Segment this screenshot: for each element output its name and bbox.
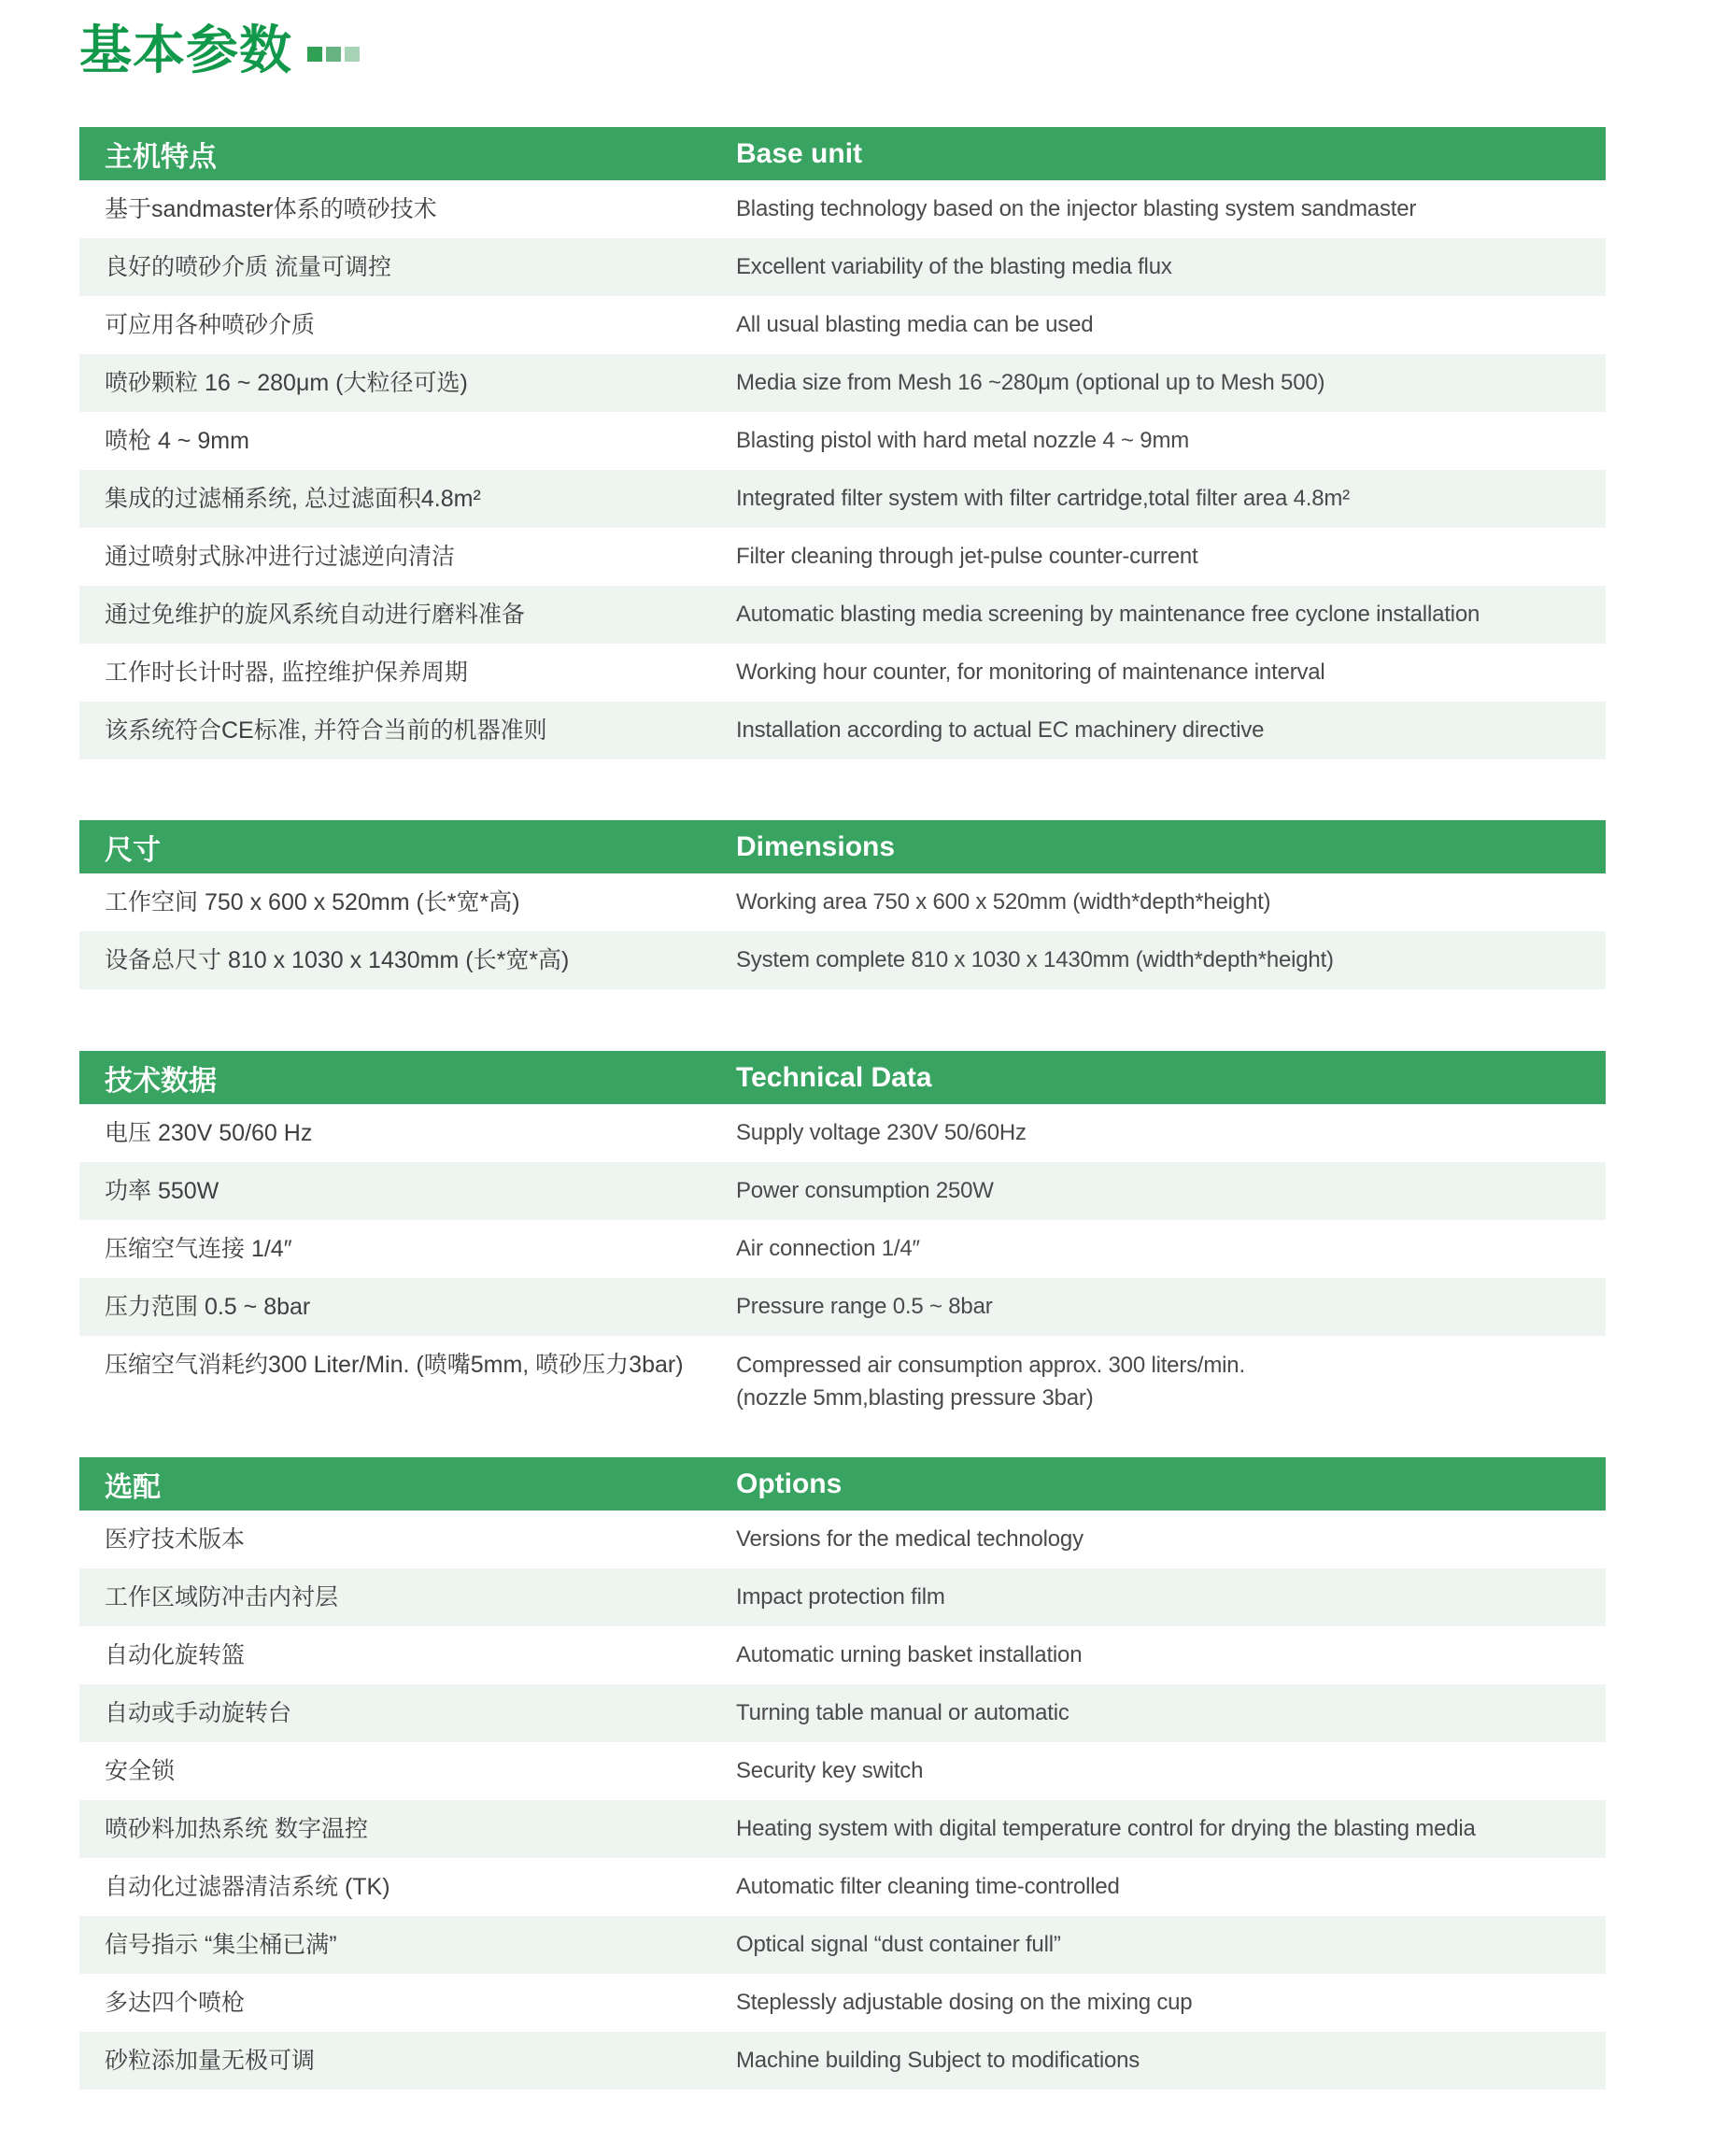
row-text-en: [736, 600, 1606, 630]
row-text-en: [736, 1930, 1606, 1960]
row-text-en-line1: Media size from Mesh 16 ~280μm (optional up to Mesh 500): [736, 370, 1325, 395]
row-text-zh: 喷砂料加热系统 数字温控: [105, 1816, 368, 1842]
row-text-zh: 砂粒添加量无极可调: [105, 2048, 316, 2074]
section-header-en: Base unit: [736, 137, 863, 169]
row-text-en: [736, 1582, 1606, 1612]
row-text-zh: 良好的喷砂介质 流量可调控: [105, 254, 391, 280]
row-text-en: [736, 1525, 1606, 1554]
sections-container: [79, 127, 1606, 2090]
table-row: [79, 354, 1606, 412]
row-text-en: [736, 1698, 1606, 1728]
row-text-en-line1: Blasting technology based on the injector blasting system sandmaster: [736, 196, 1417, 221]
table-row: [79, 1800, 1606, 1858]
row-text-zh: 压力范围 0.5 ~ 8bar: [105, 1294, 311, 1320]
row-text-en: [736, 887, 1606, 917]
table-row: [79, 873, 1606, 931]
row-text-en-line1: Installation according to actual EC machinery directive: [736, 717, 1265, 743]
row-text-en: [736, 252, 1606, 282]
row-text-zh: 多达四个喷枪: [105, 1990, 246, 2016]
row-text-zh: 基于sandmaster体系的喷砂技术: [105, 196, 437, 222]
title-dot-1: [307, 47, 322, 62]
spec-sheet-page: [79, 0, 1606, 2090]
row-text-zh: 通过免维护的旋风系统自动进行磨料准备: [105, 602, 526, 628]
row-text-zh: 集成的过滤桶系统, 总过滤面积4.8m²: [105, 486, 481, 512]
table-row: [79, 238, 1606, 296]
row-text-zh: 自动或手动旋转台: [105, 1700, 292, 1726]
section-0: [79, 127, 1606, 759]
row-text-en: [736, 1814, 1606, 1844]
table-row: [79, 644, 1606, 702]
section-1: [79, 820, 1606, 989]
table-row: [79, 296, 1606, 354]
section-rows: [79, 180, 1606, 759]
row-text-en: [736, 542, 1606, 572]
row-text-en: [736, 368, 1606, 398]
row-text-en: [736, 310, 1606, 340]
row-text-zh: 工作空间 750 x 600 x 520mm (长*宽*高): [105, 889, 520, 915]
section-header-zh: 主机特点: [105, 141, 217, 173]
table-row: [79, 2032, 1606, 2090]
page-title: 基本参数: [79, 21, 292, 80]
table-row: [79, 180, 1606, 238]
table-row: [79, 1684, 1606, 1742]
title-dot-3: [345, 47, 360, 62]
row-text-zh: 可应用各种喷砂介质: [105, 312, 316, 338]
row-text-en-line1: Working area 750 x 600 x 520mm (width*depth*height): [736, 889, 1271, 915]
row-text-zh: 设备总尺寸 810 x 1030 x 1430mm (长*宽*高): [105, 947, 570, 973]
row-text-en-line1: Excellent variability of the blasting media flux: [736, 254, 1172, 279]
row-text-zh: 信号指示 “集尘桶已满”: [105, 1932, 337, 1958]
row-text-en: [736, 658, 1606, 688]
section-rows: [79, 1104, 1606, 1433]
row-text-en-line1: Working hour counter, for monitoring of maintenance interval: [736, 660, 1325, 685]
row-text-en-line1: Impact protection film: [736, 1584, 945, 1610]
table-row: [79, 586, 1606, 644]
row-text-zh: 喷枪 4 ~ 9mm: [105, 428, 249, 454]
section-header-en: Technical Data: [736, 1061, 932, 1093]
row-text-zh: 医疗技术版本: [105, 1526, 246, 1553]
row-text-en: [736, 2046, 1606, 2076]
row-text-en: [736, 1756, 1606, 1786]
row-text-zh: 压缩空气消耗约300 Liter/Min. (喷嘴5mm, 喷砂压力3bar): [105, 1352, 684, 1378]
row-text-en-line1: Heating system with digital temperature control for drying the blasting media: [736, 1816, 1476, 1841]
row-text-en: [736, 1872, 1606, 1902]
row-text-en-line1: Steplessly adjustable dosing on the mixing cup: [736, 1990, 1193, 2015]
row-text-en: [736, 1234, 1606, 1264]
section-header: [79, 1457, 1606, 1511]
row-text-en: [736, 426, 1606, 456]
row-text-en: [736, 1176, 1606, 1206]
table-row: [79, 1742, 1606, 1800]
table-row: [79, 1511, 1606, 1568]
row-text-en: [736, 1118, 1606, 1148]
row-text-zh: 功率 550W: [105, 1178, 220, 1204]
row-text-zh: 压缩空气连接 1/4″: [105, 1236, 292, 1262]
row-text-en-line1: Filter cleaning through jet-pulse counter-current: [736, 544, 1198, 569]
table-row: [79, 1278, 1606, 1336]
row-text-en-line1: Blasting pistol with hard metal nozzle 4 ~ 9mm: [736, 428, 1190, 453]
row-text-en-line1: Machine building Subject to modifications: [736, 2048, 1140, 2073]
table-row: [79, 1568, 1606, 1626]
row-text-en-line1: Optical signal “dust container full”: [736, 1932, 1061, 1957]
row-text-en: [736, 194, 1606, 224]
page-title-block: [79, 17, 1606, 84]
row-text-en-line1: Power consumption 250W: [736, 1178, 994, 1203]
row-text-en-line1: Pressure range 0.5 ~ 8bar: [736, 1294, 993, 1319]
section-header-en: Options: [736, 1468, 843, 1499]
row-text-en-line1: Security key switch: [736, 1758, 924, 1783]
row-text-en: [736, 1640, 1606, 1670]
table-row: [79, 1220, 1606, 1278]
section-rows: [79, 1511, 1606, 2090]
section-header-zh: 技术数据: [105, 1065, 217, 1097]
row-text-en-line1: All usual blasting media can be used: [736, 312, 1094, 337]
row-text-zh: 电压 230V 50/60 Hz: [105, 1120, 313, 1146]
row-text-en: [736, 1336, 1606, 1427]
section-header-en: Dimensions: [736, 830, 896, 862]
row-text-en: [736, 716, 1606, 745]
row-text-en-line1: Integrated filter system with filter cartridge,total filter area 4.8m²: [736, 486, 1350, 511]
row-text-zh: 喷砂颗粒 16 ~ 280μm (大粒径可选): [105, 370, 468, 396]
row-text-zh: 自动化旋转篮: [105, 1642, 246, 1668]
row-text-zh: 该系统符合CE标准, 并符合当前的机器准则: [105, 717, 547, 744]
row-text-en-line1: Automatic blasting media screening by maintenance free cyclone installation: [736, 602, 1480, 627]
row-text-zh: 自动化过滤器清洁系统 (TK): [105, 1874, 390, 1900]
section-3: [79, 1457, 1606, 2090]
table-row: [79, 528, 1606, 586]
title-dot-2: [326, 47, 341, 62]
row-text-en-line1: Versions for the medical technology: [736, 1526, 1084, 1552]
row-text-en-line1: Compressed air consumption approx. 300 liters/min.: [736, 1353, 1245, 1378]
row-text-en-line1: Automatic filter cleaning time-controlled: [736, 1874, 1120, 1899]
row-text-zh: 安全锁: [105, 1758, 176, 1784]
table-row: [79, 702, 1606, 759]
row-text-en: [736, 484, 1606, 514]
row-text-en: [736, 1292, 1606, 1322]
section-header: [79, 127, 1606, 180]
table-row: [79, 1336, 1606, 1433]
table-row: [79, 1626, 1606, 1684]
table-row: [79, 412, 1606, 470]
table-row: [79, 1858, 1606, 1916]
row-text-en-line1: Turning table manual or automatic: [736, 1700, 1069, 1725]
row-text-en-line1: Air connection 1/4″: [736, 1236, 920, 1261]
row-text-zh: 工作时长计时器, 监控维护保养周期: [105, 660, 468, 686]
table-row: [79, 1162, 1606, 1220]
row-text-en-line1: Supply voltage 230V 50/60Hz: [736, 1120, 1027, 1145]
row-text-zh: 工作区域防冲击内衬层: [105, 1584, 339, 1610]
table-row: [79, 931, 1606, 989]
row-text-en: [736, 1988, 1606, 2018]
row-text-zh: 通过喷射式脉冲进行过滤逆向清洁: [105, 544, 456, 570]
table-row: [79, 1974, 1606, 2032]
row-text-en-line2: (nozzle 5mm,blasting pressure 3bar): [736, 1385, 1094, 1411]
table-row: [79, 1104, 1606, 1162]
section-header: [79, 820, 1606, 873]
section-header: [79, 1051, 1606, 1104]
row-text-en: [736, 945, 1606, 975]
section-2: [79, 1051, 1606, 1433]
section-rows: [79, 873, 1606, 989]
section-header-zh: 选配: [105, 1471, 161, 1503]
table-row: [79, 1916, 1606, 1974]
row-text-en-line1: System complete 810 x 1030 x 1430mm (width*depth*height): [736, 947, 1334, 972]
table-row: [79, 470, 1606, 528]
section-header-zh: 尺寸: [105, 834, 161, 866]
row-text-en-line1: Automatic urning basket installation: [736, 1642, 1083, 1667]
